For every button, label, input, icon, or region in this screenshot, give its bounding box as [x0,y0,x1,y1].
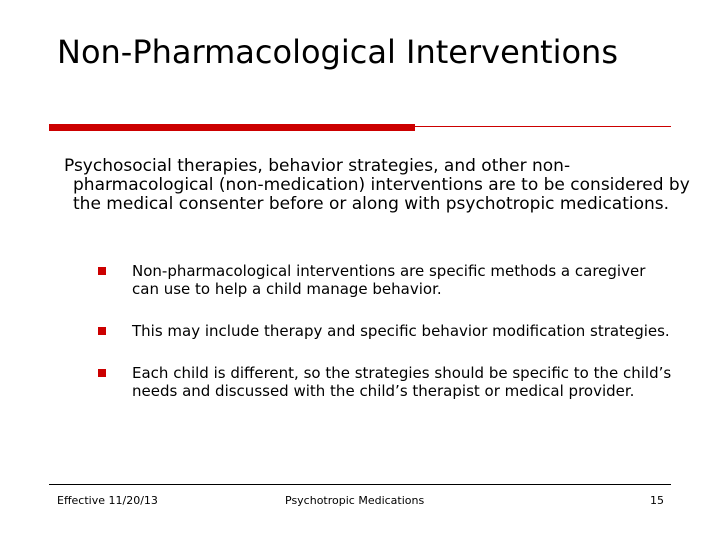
bullet-list [96,262,676,400]
footer-topic: Psychotropic Medications [285,494,425,507]
title-underline-accent [49,124,415,131]
footer-effective-date: Effective 11/20/13 [57,494,158,507]
bullet-item [96,262,676,298]
bullet-text: Non-pharmacological interventions are specific methods a caregiver can use to help a child manage behavior. [132,262,646,298]
title-underline-thin [415,126,671,127]
bullet-text: This may include therapy and specific behavior modification strategies. [132,322,670,340]
square-bullet-icon [98,327,106,335]
bullet-item [96,364,676,400]
bullet-item [96,322,676,340]
square-bullet-icon [98,267,106,275]
footer-page-number: 15 [650,494,664,507]
square-bullet-icon [98,369,106,377]
slide-title: Non-Pharmacological Interventions [57,33,618,71]
intro-paragraph: Psychosocial therapies, behavior strategies, and other non-pharmacological (non-medication) interventions are to be considered by the medical consenter before or along with psychotropic medications. [64,156,690,214]
bullet-text: Each child is different, so the strategies should be specific to the child’s needs and discussed with the child’s therapist or medical provider. [132,364,672,400]
footer-divider [49,484,671,485]
